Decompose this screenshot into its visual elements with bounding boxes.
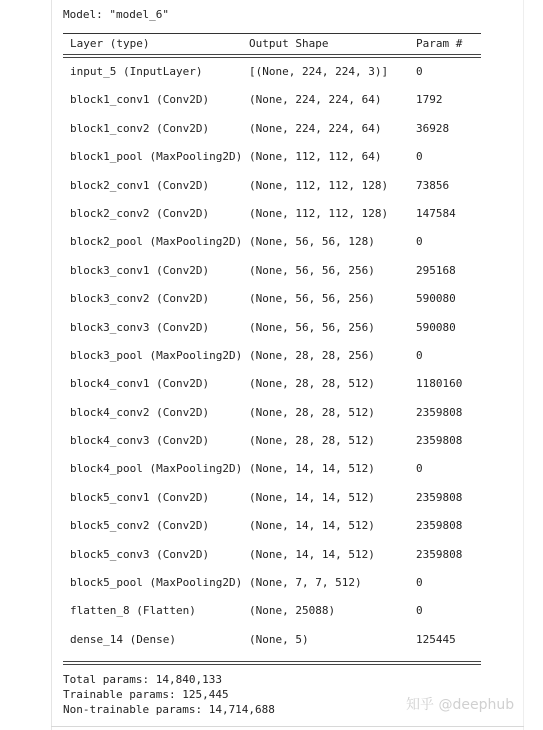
table-row (70, 604, 490, 632)
layer-name-cell: block3_pool (MaxPooling2D) (70, 348, 243, 362)
layer-name-cell: block4_conv2 (Conv2D) (70, 405, 210, 419)
layer-name-cell: block4_pool (MaxPooling2D) (70, 462, 243, 476)
left-border-rule (51, 0, 52, 730)
output-shape-cell: (None, 56, 56, 256) (249, 320, 375, 334)
table-row (70, 122, 490, 150)
table-header (70, 37, 490, 51)
layer-name-cell: block1_conv2 (Conv2D) (70, 121, 210, 135)
bottom-separator (51, 726, 524, 727)
table-row (70, 292, 490, 320)
output-shape-cell: (None, 56, 56, 256) (249, 292, 375, 306)
top-separator (63, 33, 481, 34)
output-shape-cell: (None, 56, 56, 128) (249, 235, 375, 249)
output-shape-cell: (None, 14, 14, 512) (249, 519, 375, 533)
param-count-cell: 0 (416, 65, 423, 78)
output-shape-cell: [(None, 224, 224, 3)] (249, 65, 389, 78)
param-count-cell: 295168 (416, 263, 456, 277)
output-shape-cell: (None, 5) (249, 632, 309, 646)
output-shape-cell: (None, 7, 7, 512) (249, 576, 362, 590)
layer-name-cell: block5_conv3 (Conv2D) (70, 547, 210, 561)
header-output-shape: Output Shape (249, 37, 329, 50)
table-row (70, 179, 490, 207)
layer-name-cell: block3_conv1 (Conv2D) (70, 263, 210, 277)
table-row (70, 519, 490, 547)
param-count-cell: 73856 (416, 178, 450, 192)
param-count-cell: 590080 (416, 320, 456, 334)
total-params: Total params: 14,840,133 (63, 673, 222, 686)
layer-name-cell: block4_conv3 (Conv2D) (70, 434, 210, 448)
watermark-text: 知乎 @deephub (406, 697, 515, 713)
output-shape-cell: (None, 14, 14, 512) (249, 462, 375, 476)
output-shape-cell: (None, 224, 224, 64) (249, 121, 382, 135)
layer-name-cell: block2_pool (MaxPooling2D) (70, 235, 243, 249)
output-shape-cell: (None, 112, 112, 128) (249, 178, 389, 192)
table-row (70, 633, 490, 661)
output-shape-cell: (None, 224, 224, 64) (249, 93, 382, 107)
param-count-cell: 0 (416, 576, 423, 590)
table-row (70, 434, 490, 462)
header-layer: Layer (type) (70, 37, 150, 50)
non-trainable-params: Non-trainable params: 14,714,688 (63, 703, 275, 716)
param-count-cell: 0 (416, 150, 423, 164)
right-border-rule (523, 0, 524, 730)
param-count-cell: 2359808 (416, 547, 463, 561)
output-shape-cell: (None, 112, 112, 128) (249, 206, 389, 220)
output-shape-cell: (None, 112, 112, 64) (249, 150, 382, 164)
param-count-cell: 1792 (416, 93, 443, 107)
layer-name-cell: block2_conv1 (Conv2D) (70, 178, 210, 192)
layer-name-cell: block1_conv1 (Conv2D) (70, 93, 210, 107)
layer-name-cell: block2_conv2 (Conv2D) (70, 206, 210, 220)
output-shape-cell: (None, 14, 14, 512) (249, 547, 375, 561)
layer-name-cell: block4_conv1 (Conv2D) (70, 377, 210, 391)
table-row (70, 491, 490, 519)
table-row (70, 548, 490, 576)
param-count-cell: 0 (416, 604, 423, 618)
param-count-cell: 590080 (416, 292, 456, 306)
output-shape-cell: (None, 25088) (249, 604, 336, 618)
table-row (70, 235, 490, 263)
table-row (70, 349, 490, 377)
param-count-cell: 0 (416, 462, 423, 476)
table-row (70, 264, 490, 292)
footer-separator (63, 661, 481, 665)
param-count-cell: 147584 (416, 206, 456, 220)
param-count-cell: 0 (416, 348, 423, 362)
layer-name-cell: block5_conv2 (Conv2D) (70, 519, 210, 533)
layer-table-body (70, 65, 490, 661)
param-count-cell: 36928 (416, 121, 450, 135)
model-name-line: Model: "model_6" (63, 8, 169, 21)
param-count-cell: 2359808 (416, 490, 463, 504)
table-row (70, 462, 490, 490)
layer-name-cell: dense_14 (Dense) (70, 632, 176, 646)
layer-name-cell: flatten_8 (Flatten) (70, 604, 196, 618)
table-row (70, 576, 490, 604)
output-shape-cell: (None, 28, 28, 512) (249, 405, 375, 419)
table-row (70, 406, 490, 434)
param-count-cell: 2359808 (416, 434, 463, 448)
param-count-cell: 0 (416, 235, 423, 249)
table-row (70, 207, 490, 235)
table-row (70, 65, 490, 93)
layer-name-cell: block3_conv3 (Conv2D) (70, 320, 210, 334)
table-row (70, 93, 490, 121)
layer-name-cell: block5_pool (MaxPooling2D) (70, 576, 243, 590)
param-count-cell: 2359808 (416, 405, 463, 419)
param-count-cell: 2359808 (416, 519, 463, 533)
table-row (70, 321, 490, 349)
param-count-cell: 125445 (416, 632, 456, 646)
output-shape-cell: (None, 28, 28, 512) (249, 434, 375, 448)
param-count-cell: 1180160 (416, 377, 463, 391)
header-param: Param # (416, 37, 463, 50)
header-separator (63, 54, 481, 58)
output-shape-cell: (None, 28, 28, 256) (249, 348, 375, 362)
table-row (70, 377, 490, 405)
output-shape-cell: (None, 28, 28, 512) (249, 377, 375, 391)
output-shape-cell: (None, 14, 14, 512) (249, 490, 375, 504)
table-row (70, 150, 490, 178)
layer-name-cell: block3_conv2 (Conv2D) (70, 292, 210, 306)
output-shape-cell: (None, 56, 56, 256) (249, 263, 375, 277)
trainable-params: Trainable params: 125,445 (63, 688, 229, 701)
layer-name-cell: input_5 (InputLayer) (70, 65, 203, 78)
layer-name-cell: block1_pool (MaxPooling2D) (70, 150, 243, 164)
layer-name-cell: block5_conv1 (Conv2D) (70, 490, 210, 504)
